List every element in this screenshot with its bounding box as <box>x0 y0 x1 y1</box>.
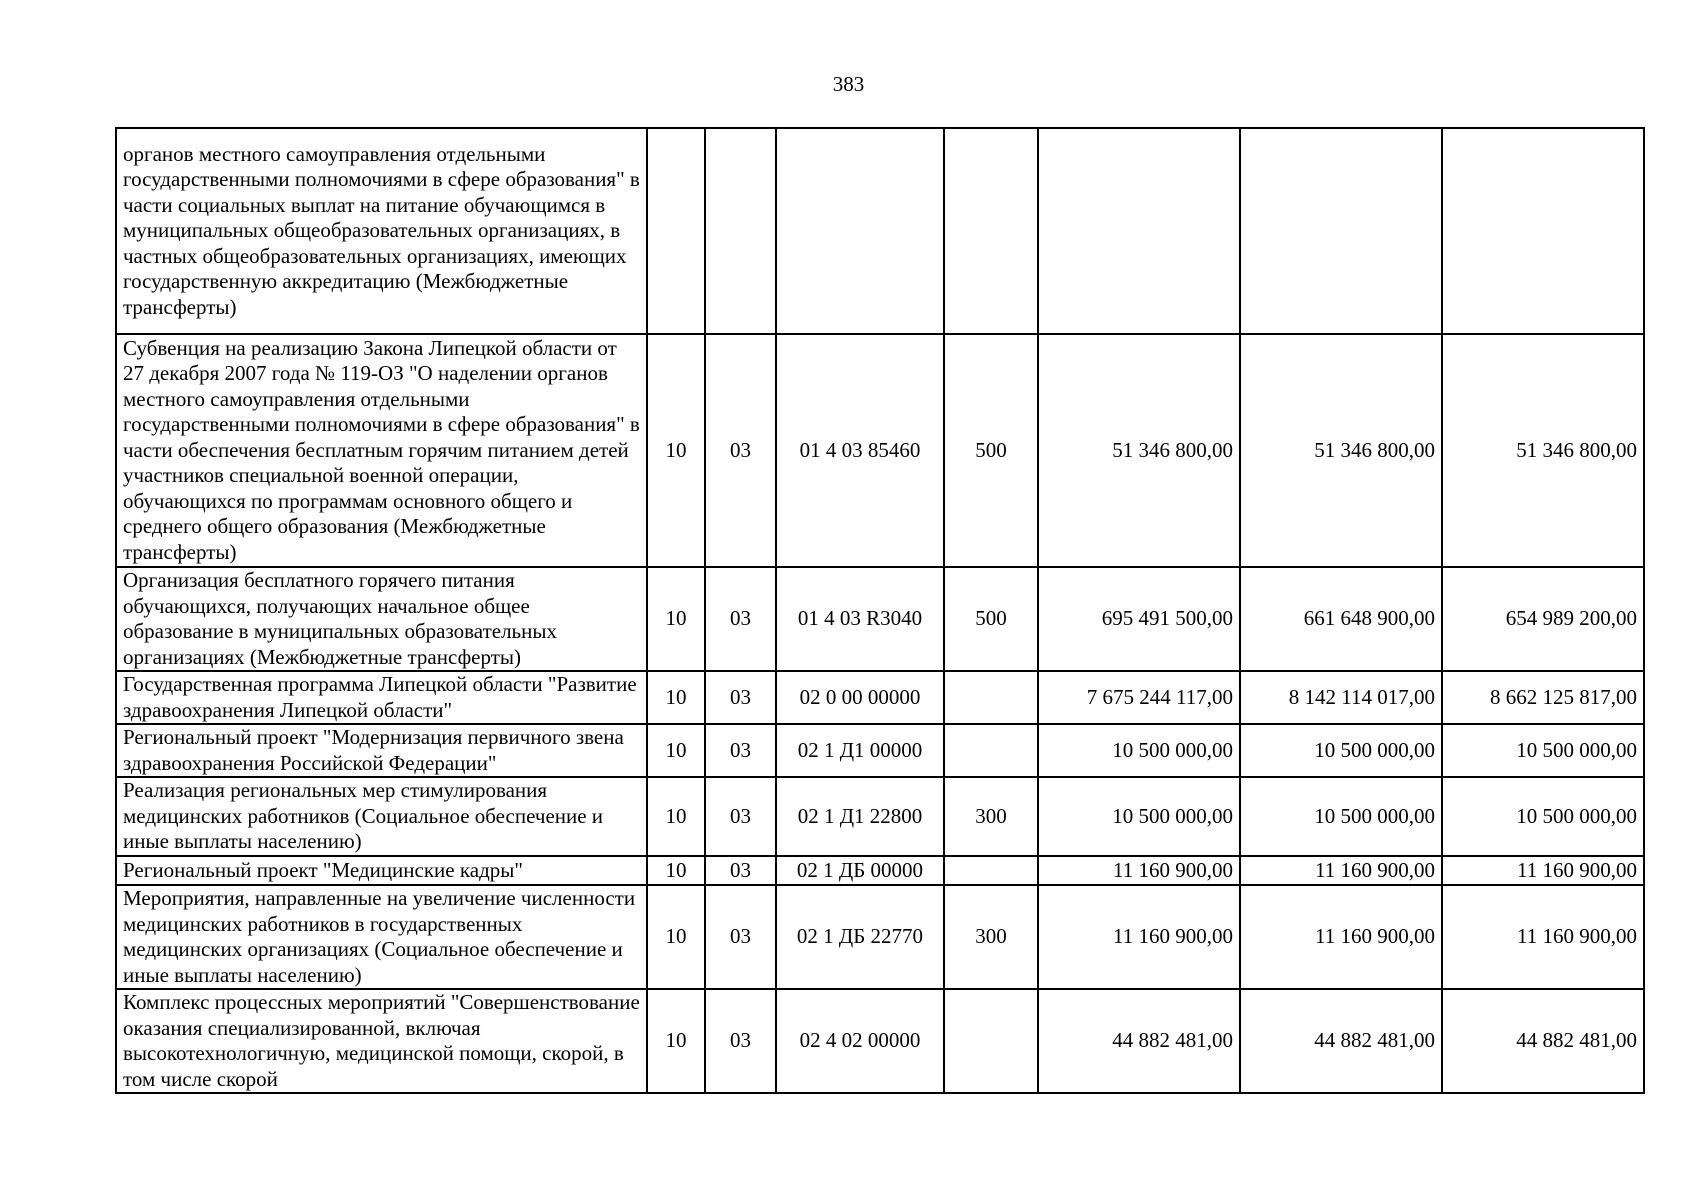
subsection-code: 03 <box>705 885 776 989</box>
amount-year-3: 10 500 000,00 <box>1442 777 1644 856</box>
amount-year-2 <box>1240 128 1442 334</box>
section-code: 10 <box>647 777 705 856</box>
amount-year-1: 695 491 500,00 <box>1038 567 1240 671</box>
row-name: Реализация региональных мер стимулирования медицинских работников (Социальное обеспечение и иные выплаты населению) <box>116 777 647 856</box>
target-article-code: 02 1 Д1 00000 <box>776 724 944 777</box>
amount-year-3: 44 882 481,00 <box>1442 989 1644 1093</box>
amount-year-1: 10 500 000,00 <box>1038 777 1240 856</box>
expense-type-code: 300 <box>944 777 1038 856</box>
subsection-code: 03 <box>705 567 776 671</box>
row-name: Региональный проект "Модернизация первичного звена здравоохранения Российской Федерации" <box>116 724 647 777</box>
table-row <box>116 128 1644 334</box>
amount-year-2: 11 160 900,00 <box>1240 885 1442 989</box>
target-article-code: 02 4 02 00000 <box>776 989 944 1093</box>
target-article-code: 02 1 ДБ 00000 <box>776 856 944 885</box>
subsection-code: 03 <box>705 856 776 885</box>
table-row <box>116 885 1644 989</box>
table-row <box>116 567 1644 671</box>
amount-year-3: 10 500 000,00 <box>1442 724 1644 777</box>
target-article-code: 02 1 Д1 22800 <box>776 777 944 856</box>
table-row <box>116 777 1644 856</box>
amount-year-1 <box>1038 128 1240 334</box>
section-code: 10 <box>647 724 705 777</box>
subsection-code <box>705 128 776 334</box>
row-name: Организация бесплатного горячего питания обучающихся, получающих начальное общее образование в муниципальных образовательных организациях (Межбюджетные трансферты) <box>116 567 647 671</box>
expense-type-code: 500 <box>944 334 1038 567</box>
section-code <box>647 128 705 334</box>
expense-type-code <box>944 671 1038 724</box>
amount-year-2: 10 500 000,00 <box>1240 777 1442 856</box>
target-article-code: 02 1 ДБ 22770 <box>776 885 944 989</box>
subsection-code: 03 <box>705 989 776 1093</box>
amount-year-3: 11 160 900,00 <box>1442 856 1644 885</box>
amount-year-1: 11 160 900,00 <box>1038 856 1240 885</box>
expense-type-code <box>944 724 1038 777</box>
budget-table <box>115 127 1645 1094</box>
subsection-code: 03 <box>705 671 776 724</box>
amount-year-3: 654 989 200,00 <box>1442 567 1644 671</box>
expense-type-code: 300 <box>944 885 1038 989</box>
section-code: 10 <box>647 989 705 1093</box>
amount-year-3: 8 662 125 817,00 <box>1442 671 1644 724</box>
target-article-code: 01 4 03 85460 <box>776 334 944 567</box>
target-article-code <box>776 128 944 334</box>
amount-year-1: 11 160 900,00 <box>1038 885 1240 989</box>
row-name: Субвенция на реализацию Закона Липецкой области от 27 декабря 2007 года № 119-ОЗ "О наделении органов местного самоуправления отдельными государственными полномочиями в сфере образования" в части обеспечения бесплатным горячим питанием детей участников специальной военной операции, обучающихся по программам основного общего и среднего общего образования (Межбюджетные трансферты) <box>116 334 647 567</box>
section-code: 10 <box>647 334 705 567</box>
amount-year-1: 10 500 000,00 <box>1038 724 1240 777</box>
subsection-code: 03 <box>705 334 776 567</box>
section-code: 10 <box>647 567 705 671</box>
expense-type-code: 500 <box>944 567 1038 671</box>
section-code: 10 <box>647 671 705 724</box>
target-article-code: 01 4 03 R3040 <box>776 567 944 671</box>
table-row <box>116 671 1644 724</box>
target-article-code: 02 0 00 00000 <box>776 671 944 724</box>
section-code: 10 <box>647 856 705 885</box>
amount-year-1: 44 882 481,00 <box>1038 989 1240 1093</box>
table-row <box>116 724 1644 777</box>
row-name: Государственная программа Липецкой области "Развитие здравоохранения Липецкой области" <box>116 671 647 724</box>
row-name: Комплекс процессных мероприятий "Совершенствование оказания специализированной, включая высокотехнологичную, медицинской помощи, скорой, в том числе скорой <box>116 989 647 1093</box>
expense-type-code <box>944 989 1038 1093</box>
subsection-code: 03 <box>705 724 776 777</box>
amount-year-2: 51 346 800,00 <box>1240 334 1442 567</box>
page-number: 383 <box>832 72 865 96</box>
table-row <box>116 856 1644 885</box>
amount-year-2: 661 648 900,00 <box>1240 567 1442 671</box>
row-name: Мероприятия, направленные на увеличение численности медицинских работников в государственных медицинских организациях (Социальное обеспечение и иные выплаты населению) <box>116 885 647 989</box>
amount-year-3: 11 160 900,00 <box>1442 885 1644 989</box>
amount-year-2: 8 142 114 017,00 <box>1240 671 1442 724</box>
table-row <box>116 989 1644 1093</box>
amount-year-2: 44 882 481,00 <box>1240 989 1442 1093</box>
amount-year-2: 10 500 000,00 <box>1240 724 1442 777</box>
amount-year-3: 51 346 800,00 <box>1442 334 1644 567</box>
amount-year-2: 11 160 900,00 <box>1240 856 1442 885</box>
amount-year-1: 7 675 244 117,00 <box>1038 671 1240 724</box>
amount-year-3 <box>1442 128 1644 334</box>
expense-type-code <box>944 128 1038 334</box>
amount-year-1: 51 346 800,00 <box>1038 334 1240 567</box>
expense-type-code <box>944 856 1038 885</box>
section-code: 10 <box>647 885 705 989</box>
row-name: органов местного самоуправления отдельными государственными полномочиями в сфере образования" в части социальных выплат на питание обучающимся в муниципальных общеобразовательных организациях, в частных общеобразовательных организациях, имеющих государственную аккредитацию (Межбюджетные трансферты) <box>116 128 647 334</box>
subsection-code: 03 <box>705 777 776 856</box>
row-name: Региональный проект "Медицинские кадры" <box>116 856 647 885</box>
table-row <box>116 334 1644 567</box>
